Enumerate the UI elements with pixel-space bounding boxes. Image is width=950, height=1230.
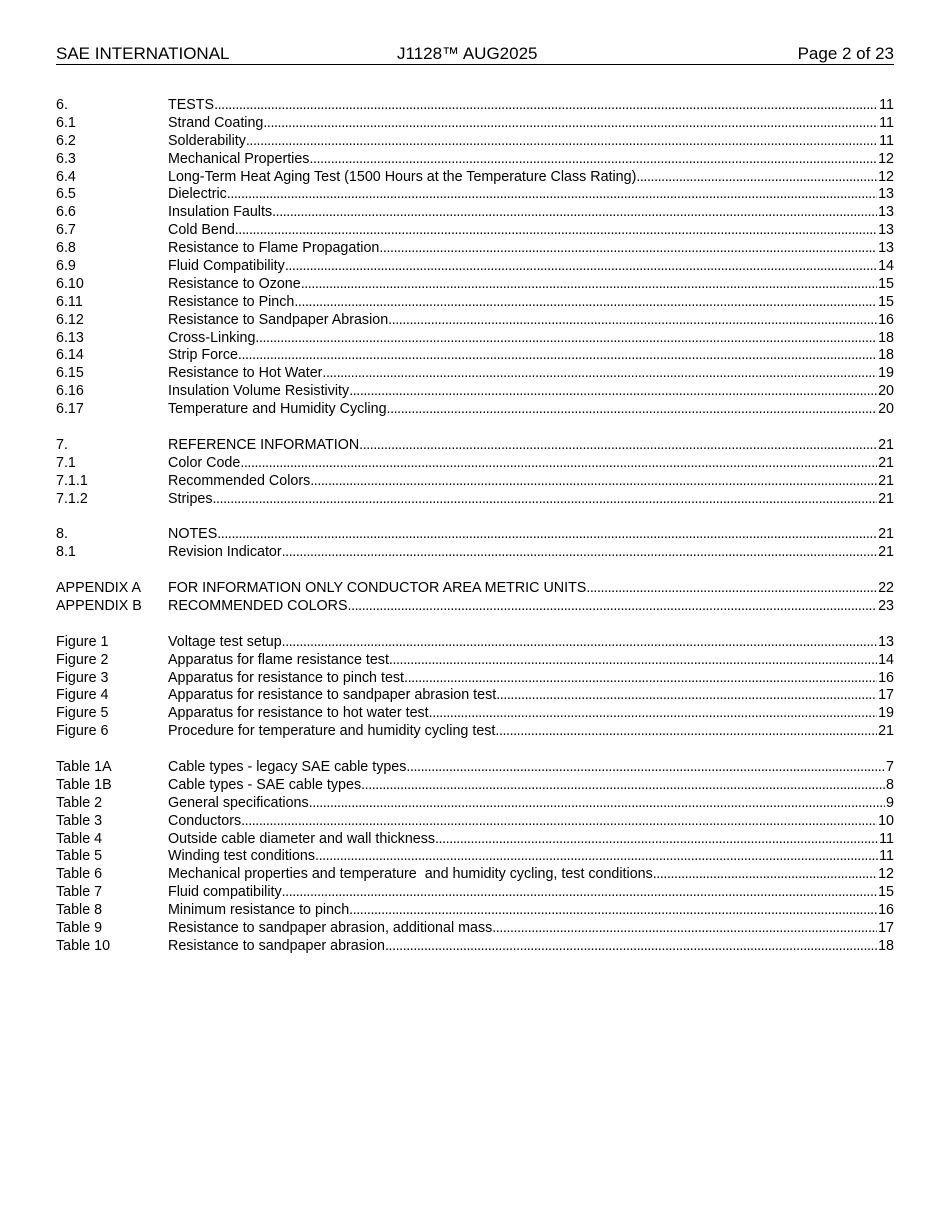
- toc-entry-page: 20: [878, 401, 894, 418]
- toc-entry-title: Apparatus for flame resistance test: [168, 651, 389, 668]
- dot-leader: [255, 330, 877, 348]
- toc-entry-title: Apparatus for resistance to sandpaper abrasion test: [168, 687, 497, 704]
- toc-entry[interactable]: [56, 866, 894, 884]
- toc-entry-number: 6.8: [56, 240, 76, 257]
- dot-leader: [285, 258, 877, 276]
- toc-entry-page: 16: [878, 902, 894, 919]
- toc-entry-number: Table 1B: [56, 776, 112, 793]
- toc-entry-number: 6.14: [56, 347, 84, 364]
- toc-entry-page: 7: [886, 758, 894, 775]
- toc-entry[interactable]: [56, 831, 894, 849]
- dot-leader: [349, 383, 877, 401]
- dot-leader: [404, 670, 877, 688]
- toc-entry[interactable]: [56, 455, 894, 473]
- toc-entry-line: [168, 831, 894, 849]
- dot-leader: [309, 795, 885, 813]
- toc-entry[interactable]: [56, 383, 894, 401]
- toc-entry-line: [168, 544, 894, 562]
- toc-entry-number: Figure 5: [56, 705, 109, 722]
- toc-entry-line: [168, 151, 894, 169]
- dot-leader: [310, 473, 877, 491]
- toc-entry-number: Figure 1: [56, 633, 109, 650]
- dot-leader: [294, 294, 877, 312]
- toc-entry[interactable]: [56, 634, 894, 652]
- dot-leader: [246, 133, 878, 151]
- dot-leader: [238, 347, 877, 365]
- toc-entry-line: [168, 705, 894, 723]
- toc-entry-page: 17: [878, 919, 894, 936]
- dot-leader: [388, 312, 877, 330]
- toc-entry-number: 8.: [56, 526, 68, 543]
- toc-entry[interactable]: [56, 276, 894, 294]
- toc-entry-page: 21: [878, 436, 894, 453]
- toc-entry[interactable]: [56, 652, 894, 670]
- toc-entry[interactable]: [56, 902, 894, 920]
- toc-entry-page: 15: [878, 275, 894, 292]
- toc-entry-title: Strip Force: [168, 347, 238, 364]
- toc-entry[interactable]: [56, 365, 894, 383]
- toc-entry-number: 6.1: [56, 114, 76, 131]
- toc-entry-line: [168, 133, 894, 151]
- toc-entry-page: 12: [878, 866, 894, 883]
- dot-leader: [636, 169, 877, 187]
- toc-entry-title: Color Code: [168, 454, 241, 471]
- toc-entry-line: [168, 777, 894, 795]
- toc-entry[interactable]: [56, 813, 894, 831]
- dot-leader: [235, 222, 877, 240]
- toc-entry-line: [168, 813, 894, 831]
- toc-entry-line: [168, 115, 894, 133]
- dot-leader: [359, 437, 877, 455]
- org-name: SAE INTERNATIONAL: [56, 44, 230, 63]
- toc-entry-line: [168, 938, 894, 956]
- toc-entry-number: Table 2: [56, 794, 103, 811]
- dot-leader: [263, 115, 878, 133]
- toc-entry-title: Solderability: [168, 132, 246, 149]
- toc-entry-page: 8: [886, 776, 894, 793]
- toc-entry[interactable]: [56, 186, 894, 204]
- toc-entry-page: 21: [878, 454, 894, 471]
- toc-entry-title: NOTES: [168, 526, 218, 543]
- toc-entry-line: [168, 222, 894, 240]
- toc-entry-page: 14: [878, 651, 894, 668]
- toc-entry-title: Insulation Volume Resistivity: [168, 383, 350, 400]
- toc-entry-number: 6.13: [56, 329, 84, 346]
- dot-leader: [322, 365, 877, 383]
- dot-leader: [495, 723, 877, 741]
- toc-entry-number: 6.9: [56, 258, 76, 275]
- toc-entry-page: 20: [878, 383, 894, 400]
- dot-leader: [379, 240, 877, 258]
- toc-entry[interactable]: [56, 312, 894, 330]
- toc-entry-number: 6.15: [56, 365, 84, 382]
- toc-entry-page: 18: [878, 937, 894, 954]
- toc-entry-title: RECOMMENDED COLORS: [168, 597, 348, 614]
- toc-entry-title: Stripes: [168, 490, 213, 507]
- toc-entry-page: 15: [878, 293, 894, 310]
- toc-entry-number: 6.3: [56, 150, 76, 167]
- toc-entry-line: [168, 902, 894, 920]
- toc-entry-number: Table 5: [56, 848, 103, 865]
- toc-entry-page: 11: [879, 830, 894, 847]
- toc-entry-title: Resistance to Hot Water: [168, 365, 323, 382]
- toc-entry[interactable]: [56, 151, 894, 169]
- dot-leader: [406, 759, 885, 777]
- toc-entry-number: 6.12: [56, 311, 84, 328]
- dot-leader: [348, 598, 878, 616]
- toc-entry-title: Recommended Colors: [168, 472, 311, 489]
- toc-entry-number: 6.4: [56, 168, 76, 185]
- toc-entry-title: Insulation Faults: [168, 204, 273, 221]
- toc-entry-title: Resistance to Flame Propagation: [168, 240, 380, 257]
- toc-entry-page: 18: [878, 347, 894, 364]
- toc-entry-number: 8.1: [56, 544, 76, 561]
- toc-entry-page: 18: [878, 329, 894, 346]
- toc-entry-number: APPENDIX B: [56, 597, 142, 614]
- dot-leader: [227, 186, 877, 204]
- toc-entry-number: 7.1: [56, 454, 76, 471]
- toc-entry[interactable]: [56, 222, 894, 240]
- toc-entry[interactable]: [56, 705, 894, 723]
- dot-leader: [653, 866, 877, 884]
- toc-entry-line: [168, 687, 894, 705]
- toc-entry-title: Resistance to sandpaper abrasion: [168, 937, 385, 954]
- toc-entry-line: [168, 884, 894, 902]
- toc-entry-page: 12: [878, 168, 894, 185]
- toc-entry-number: Table 8: [56, 902, 103, 919]
- toc-entry[interactable]: [56, 580, 894, 598]
- toc-entry-number: 6.16: [56, 383, 84, 400]
- toc-entry[interactable]: [56, 526, 894, 544]
- toc-entry-title: Procedure for temperature and humidity cycling test: [168, 723, 496, 740]
- toc-entry-title: Mechanical properties and temperature and humidity cycling, test conditions: [168, 866, 653, 883]
- toc-section: [56, 437, 894, 509]
- toc-entry-number: 6.5: [56, 186, 76, 203]
- toc-entry-title: REFERENCE INFORMATION: [168, 436, 360, 453]
- toc-entry-title: Minimum resistance to pinch: [168, 902, 350, 919]
- toc-entry-title: Resistance to Pinch: [168, 293, 295, 310]
- toc-entry-line: [168, 795, 894, 813]
- toc-section: [56, 526, 894, 562]
- toc-entry-line: [168, 920, 894, 938]
- toc-entry[interactable]: [56, 670, 894, 688]
- toc-entry-title: Fluid Compatibility: [168, 258, 285, 275]
- toc-entry-line: [168, 401, 894, 419]
- dot-leader: [429, 705, 877, 723]
- toc-entry[interactable]: [56, 723, 894, 741]
- toc-entry-line: [168, 580, 894, 598]
- toc-entry[interactable]: [56, 330, 894, 348]
- toc-entry-page: 11: [879, 132, 894, 149]
- toc-entry-page: 19: [878, 365, 894, 382]
- dot-leader: [214, 97, 878, 115]
- toc-entry-number: 6.10: [56, 275, 84, 292]
- dot-leader: [361, 777, 885, 795]
- toc-entry-line: [168, 97, 894, 115]
- toc-entry-title: Strand Coating: [168, 114, 264, 131]
- toc-entry-title: Apparatus for resistance to hot water test: [168, 705, 429, 722]
- toc-section: [56, 97, 894, 419]
- toc-entry-number: APPENDIX A: [56, 580, 142, 597]
- toc-entry[interactable]: [56, 401, 894, 419]
- toc-entry-line: [168, 437, 894, 455]
- toc-entry-number: Table 9: [56, 919, 103, 936]
- toc-entry-line: [168, 526, 894, 544]
- toc-entry[interactable]: [56, 920, 894, 938]
- toc-entry-title: Cross-Linking: [168, 329, 256, 346]
- toc-entry-title: Cable types - SAE cable types: [168, 776, 362, 793]
- toc-entry[interactable]: [56, 240, 894, 258]
- dot-leader: [309, 151, 877, 169]
- toc-entry-page: 21: [878, 472, 894, 489]
- toc-entry-title: Resistance to Sandpaper Abrasion: [168, 311, 389, 328]
- toc-entry[interactable]: [56, 598, 894, 616]
- dot-leader: [389, 652, 877, 670]
- toc-entry-number: 7.1.2: [56, 490, 88, 507]
- dot-leader: [272, 204, 877, 222]
- toc-entry-page: 13: [878, 204, 894, 221]
- toc-entry-line: [168, 491, 894, 509]
- toc-entry-title: Resistance to Ozone: [168, 275, 301, 292]
- toc-entry-title: Revision Indicator: [168, 544, 282, 561]
- toc-entry-number: 6.17: [56, 401, 84, 418]
- toc-section: [56, 759, 894, 956]
- toc-entry-number: Table 4: [56, 830, 103, 847]
- toc-entry-title: General specifications: [168, 794, 309, 811]
- toc-entry-page: 13: [878, 222, 894, 239]
- toc-section: [56, 580, 894, 616]
- toc-entry-page: 17: [878, 687, 894, 704]
- toc-entry-number: Figure 4: [56, 687, 109, 704]
- toc-entry-line: [168, 312, 894, 330]
- toc-entry-title: FOR INFORMATION ONLY CONDUCTOR AREA METRIC UNITS: [168, 580, 587, 597]
- toc-entry-line: [168, 365, 894, 383]
- dot-leader: [387, 401, 878, 419]
- dot-leader: [282, 634, 877, 652]
- toc-entry-line: [168, 347, 894, 365]
- page-header: [56, 44, 894, 65]
- toc-entry[interactable]: [56, 204, 894, 222]
- toc-entry-line: [168, 848, 894, 866]
- toc-entry-page: 21: [878, 723, 894, 740]
- toc-entry-line: [168, 240, 894, 258]
- dot-leader: [349, 902, 877, 920]
- toc-entry[interactable]: [56, 687, 894, 705]
- toc-entry-number: Figure 6: [56, 723, 109, 740]
- toc-entry-page: 10: [878, 812, 894, 829]
- toc-entry-number: 6.: [56, 97, 68, 113]
- toc-entry-line: [168, 598, 894, 616]
- toc-entry-title: Resistance to sandpaper abrasion, additional mass: [168, 919, 493, 936]
- toc-entry-number: 6.2: [56, 132, 76, 149]
- document-id: J1128™ AUG2025: [397, 44, 538, 63]
- toc-entry-page: 11: [879, 114, 894, 131]
- toc-entry-title: Voltage test setup: [168, 633, 282, 650]
- toc-entry-number: 6.6: [56, 204, 76, 221]
- toc-entry-page: 9: [886, 794, 894, 811]
- toc-entry[interactable]: [56, 473, 894, 491]
- dot-leader: [217, 526, 877, 544]
- toc-entry-number: 6.7: [56, 222, 76, 239]
- toc-entry-title: Temperature and Humidity Cycling: [168, 401, 387, 418]
- toc-entry[interactable]: [56, 115, 894, 133]
- toc-entry-line: [168, 294, 894, 312]
- toc-entry[interactable]: [56, 294, 894, 312]
- toc-entry[interactable]: [56, 347, 894, 365]
- dot-leader: [496, 687, 877, 705]
- toc-entry[interactable]: [56, 491, 894, 509]
- dot-leader: [282, 544, 877, 562]
- toc-entry-page: 21: [878, 490, 894, 507]
- toc-entry-page: 13: [878, 240, 894, 257]
- toc-entry-number: Table 6: [56, 866, 103, 883]
- toc-entry-number: Figure 3: [56, 669, 109, 686]
- toc-entry-title: Cold Bend: [168, 222, 235, 239]
- toc-entry-page: 19: [878, 705, 894, 722]
- toc-entry-line: [168, 759, 894, 777]
- toc-entry-number: Table 1A: [56, 758, 112, 775]
- toc-entry-line: [168, 330, 894, 348]
- toc-entry-line: [168, 652, 894, 670]
- toc-entry-page: 22: [878, 580, 894, 597]
- toc-entry-page: 15: [878, 884, 894, 901]
- toc-entry[interactable]: [56, 97, 894, 115]
- toc-entry-line: [168, 455, 894, 473]
- dot-leader: [586, 580, 877, 598]
- toc-entry-number: 7.1.1: [56, 472, 88, 489]
- toc-entry[interactable]: [56, 759, 894, 777]
- toc-entry-line: [168, 634, 894, 652]
- toc-entry-page: 13: [878, 633, 894, 650]
- toc-entry-number: Table 7: [56, 884, 103, 901]
- dot-leader: [240, 455, 877, 473]
- toc-entry-page: 14: [878, 258, 894, 275]
- toc-entry-page: 21: [878, 544, 894, 561]
- toc-entry-line: [168, 383, 894, 401]
- dot-leader: [213, 491, 878, 509]
- toc-entry[interactable]: [56, 437, 894, 455]
- dot-leader: [492, 920, 877, 938]
- toc-entry-line: [168, 169, 894, 187]
- toc-entry[interactable]: [56, 848, 894, 866]
- page-number: Page 2 of 23: [797, 44, 894, 63]
- toc-entry[interactable]: [56, 795, 894, 813]
- toc-entry[interactable]: [56, 777, 894, 795]
- toc-entry-page: 13: [878, 186, 894, 203]
- toc-entry[interactable]: [56, 544, 894, 562]
- dot-leader: [282, 884, 877, 902]
- toc-entry-page: 11: [879, 848, 894, 865]
- toc-entry[interactable]: [56, 169, 894, 187]
- dot-leader: [315, 848, 878, 866]
- toc-entry-page: 21: [878, 526, 894, 543]
- toc-entry-number: 6.11: [56, 293, 83, 310]
- toc-entry-number: Table 10: [56, 937, 111, 954]
- toc-entry-page: 16: [878, 311, 894, 328]
- toc-entry-title: TESTS: [168, 97, 215, 113]
- toc-entry-title: Long-Term Heat Aging Test (1500 Hours at the Temperature Class Rating): [168, 168, 637, 185]
- toc-entry-line: [168, 258, 894, 276]
- toc-entry-line: [168, 723, 894, 741]
- toc-entry-line: [168, 670, 894, 688]
- toc-entry-page: 12: [878, 150, 894, 167]
- toc-entry-title: Winding test conditions: [168, 848, 316, 865]
- toc-entry-title: Fluid compatibility: [168, 884, 282, 901]
- toc-entry-number: Figure 2: [56, 651, 109, 668]
- toc-entry-title: Mechanical Properties: [168, 150, 310, 167]
- toc-entry[interactable]: [56, 938, 894, 956]
- dot-leader: [435, 831, 878, 849]
- toc-entry-number: 7.: [56, 436, 68, 453]
- toc-entry-line: [168, 473, 894, 491]
- toc-entry-title: Apparatus for resistance to pinch test: [168, 669, 405, 686]
- toc-entry-line: [168, 204, 894, 222]
- toc-entry-title: Conductors: [168, 812, 242, 829]
- toc-entry[interactable]: [56, 133, 894, 151]
- toc-entry-page: 16: [878, 669, 894, 686]
- toc-entry-title: Cable types - legacy SAE cable types: [168, 758, 407, 775]
- toc-entry-page: 23: [878, 597, 894, 614]
- toc-entry-page: 11: [879, 97, 894, 113]
- toc-entry[interactable]: [56, 884, 894, 902]
- table-of-contents: [56, 97, 894, 974]
- toc-entry-title: Outside cable diameter and wall thickness: [168, 830, 436, 847]
- dot-leader: [385, 938, 877, 956]
- toc-entry-title: Dielectric: [168, 186, 227, 203]
- toc-entry-line: [168, 186, 894, 204]
- toc-section: [56, 634, 894, 741]
- toc-entry[interactable]: [56, 258, 894, 276]
- toc-entry-line: [168, 866, 894, 884]
- toc-entry-line: [168, 276, 894, 294]
- toc-entry-number: Table 3: [56, 812, 103, 829]
- dot-leader: [301, 276, 877, 294]
- dot-leader: [241, 813, 877, 831]
